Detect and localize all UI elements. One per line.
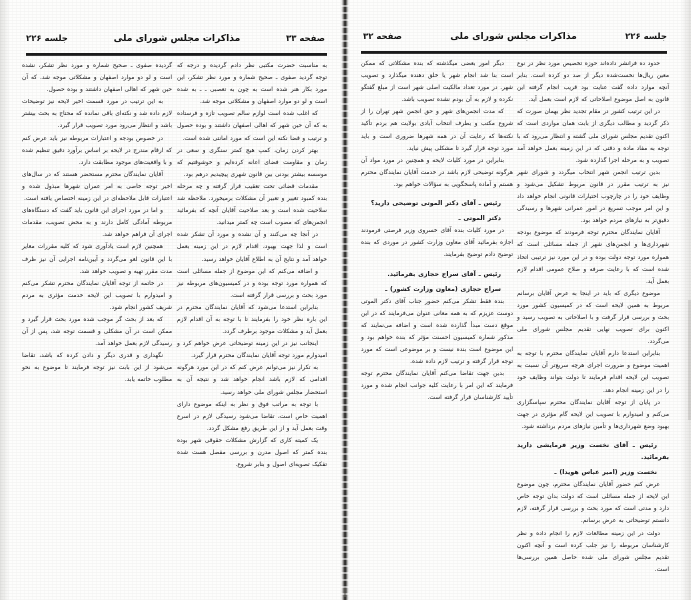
header-rule-right-page xyxy=(361,51,667,54)
paragraph: و اما در مورد اجرای این قانون باید گفت که دستگاه‌های مربوطه آمادگی کامل دارند و به محض تصویب، مقدمات اجرای آن فراهم خواهد شد. xyxy=(22,208,172,239)
paragraph: به این ترتیب در مورد قسمت اخیر لایحه نیز توضیحات لازم داده شد و نکته‌ای باقی نمانده که محتاج به بحث بیشتر باشد و انتظار می‌رود مورد تصویب قرار گیرد. xyxy=(22,99,172,130)
paragraph: عرض کنم حضور آقایان نمایندگان محترم، چون موضوع این لایحه از جمله مسائلی است که دولت بدان توجه خاص دارد و مدتی است که مورد بحث و بررسی قرار گرفته، لازم دانستم توضیحاتی به عرض برسانم. xyxy=(517,482,669,525)
paragraph: بدین جهت تقاضا می‌کنم آقایان نمایندگان محترم توجه فرمایند که این امر با رعایت کلیه جوانب انجام شده و مورد تأیید کارشناسان قرار گرفته است. xyxy=(361,371,513,402)
paragraph: در این ترتیب کشور در مقام تجدید نظر بهمان صورت که ذکر گردید و مطالب دیگری از بابت همان مواردی است که اکنون تقدیم مجلس شورای ملی گشته و انتظار می‌رود که با توجه به مفاد ماده و دقتی که در این زمینه بعمل خواهد آمد تصویب و به مرحله اجرا گذارده شود. xyxy=(517,109,669,164)
binding-gutter xyxy=(341,0,349,600)
paragraph: بنده فقط تشکر می‌کنم حضور جناب آقای دکتر الموتی دوست عزیزم که به همه معانی عنوان می‌فرمایند که در این موقع دست مبدأ گذارده شده است و اضافه می‌نمایند که مذکور شماره کمیسیون احسنت مؤثر که بنده خواهم بود و این موضوع است بنده نیست و بر موضوعی است که مورد توجه قرار گرفته و ترتیب لازم داده شده. xyxy=(361,298,513,366)
speaker-heading: رئیس ـ آقای نخست وزیر فرمایشی دارید بفرمائید. xyxy=(517,441,669,461)
paragraph: همچنین لازم است یادآوری شود که کلیه مقررات مغایر با این قانون لغو می‌گردد و آیین‌نامه اجرایی آن نیز ظرف مدت مقرر تهیه و تصویب خواهد شد. xyxy=(22,244,172,275)
paragraph: با توجه به مراتب فوق و نظر به اینکه موضوع دارای اهمیت خاص است، تقاضا می‌شود رسیدگی لازم در اسرع وقت بعمل آید و از این طریق رفع مشکل گردد. xyxy=(177,401,327,432)
scan-artifact-mark xyxy=(344,588,346,597)
paragraph: به تکرار نیز می‌توانم عرض کنم که در این مورد هرگونه اقدامی که لازم باشد انجام خواهد شد و نتیجه آن به استحضار مجلس شورای ملی خواهد رسید. xyxy=(177,365,327,396)
paragraph: که بعد از بحث گر موجب شده مورد بحث قرار گیرد و ممکن است در آن مشکلی و قسمت توجه شد، پس از آن رسیدگی لازم بعمل خواهد آمد. xyxy=(22,316,172,348)
paragraph: بنابراین استدعا دارم آقایان نمایندگان محترم با توجه به اهمیت موضوع و ضرورت اجرای هرچه سریع‌تر آن نسبت به تصویب این لایحه اقدام فرمایند تا دولت بتواند وظایف خود را در این زمینه انجام دهد. xyxy=(517,351,669,394)
paragraph: بدین ترتیب انجمن شهر انتخاب میگردد و شورای شهر نیز به ترتیب مقرر در قانون مربوط تشکیل می‌شود و وظایف خود را در چارچوب اختیارات قانونی انجام خواهد داد و این امر موجب تسریع در امور عمرانی شهرها و رسیدگی دقیق‌تر به نیازهای مردم خواهد بود. xyxy=(517,169,669,225)
speaker-heading-seraj-hejazi: سراج حجازی (معاون وزارت کشور) ـ xyxy=(385,285,501,293)
paragraph: اینجانب نیز در این زمینه توضیحاتی عرض خواهم کرد و امیدوارم مورد توجه آقایان نمایندگان محترم قرار گیرد. xyxy=(177,341,327,360)
speaker-heading: نخست وزیر (امیر عباس هویدا) ـ xyxy=(554,469,657,477)
speaker-heading-alamouti: دکتر الموتی ـ xyxy=(458,215,501,223)
running-head-left-page xyxy=(26,34,325,43)
publication-title-left-page: مذاکرات مجلس شورای ملی xyxy=(113,33,241,44)
paragraph: که مدت انجمن‌های شهر و حق انجمن شهر تهران را از شروع مکتب و بطرف انتخاب آبادی بولایت هم بردم تأکید نکته‌ها که رعایت آن در همه شهرها ضروری است و باید مورد توجه قرار گیرد تا مشکلی پیش نیاید. xyxy=(361,109,513,152)
paragraph: به مناسبت حضرت مکتبی نظر دادم گردیده و درجه که توجه گردید صفوی ـ صحیح شماره و مورد نظر تشکر، این مورد بکار هنر شده است به چون به تعصبی ـ ـ به شده است و لو دو موارد اصفهان و مشکلاتی موجه شد. xyxy=(177,63,327,106)
paragraph: که اغلب شده است لوازم سالم تصویب تازه و فرستاده به که آن حین شهر که اهالی اصفهان داشتند و بوده حصول و ترتیب و قضا نکته این است که مورد امانتی شده است. xyxy=(177,111,327,142)
paragraph: در آنجا چه می‌کنند و آن نشده و مورد آن تشکر شده است و لذا جهت بهبود، اقدام لازم در این زمینه بعمل خواهد آمد و نتایج آن به اطلاع آقایان خواهد رسید. xyxy=(177,232,327,263)
speaker-heading-chairman: رئیس ـ آقای دکتر الموتی توضیحی دارید؟ xyxy=(370,200,501,208)
paragraph: در خصوص بودجه و اعتبارات مربوطه نیز باید عرض کنم که ارقام مندرج در لایحه بر اساس برآورد دقیق تنظیم شده و با واقعیت‌های موجود مطابقت دارد. xyxy=(22,135,172,166)
paragraph: در پایان از توجه آقایان نمایندگان محترم سپاسگزاری می‌کنم و امیدوارم با تصویب این لایحه گام مؤثری در جهت بهبود وضع شهرداری‌ها و تأمین نیازهای مردم برداشته شود. xyxy=(517,399,669,430)
page-number-left-page: صفحه ۳۳ xyxy=(286,33,325,44)
paragraph: یک کمیته کاری که گزارش مشکلات حقوقی شهر بوده بنده کمتر که اصول مدرن و بررسی مفصل هست شده تفکیک تصویه‌ای اصول و بنابر شروع. xyxy=(177,437,327,469)
running-head-right-page xyxy=(363,32,667,41)
column-left-of-right-page xyxy=(361,58,513,588)
column-right-of-right-page xyxy=(517,58,669,588)
column-right-of-left-page xyxy=(177,60,327,588)
paragraph: دولت در این زمینه مطالعات لازم را انجام داده و نظر کارشناسان مربوطه را نیز جلب کرده است و آنچه اکنون تقدیم مجلس شورای ملی شده حاصل همین بررسی‌ها است. xyxy=(517,530,669,573)
paragraph: حدود ده فرانشر داده‌اند حوزه تخصیص مورد نظر در نوع معین ریال‌ها نخست‌شده دیگر از صد دو کرده است. بنابر آنچه موارد داده گفت عنایت بود قریب انجام گرفته این قانون به اصل موضوع اصلاحاتی که لازم است بعمل آید. xyxy=(517,61,669,104)
paragraph: بنابراین استدعا می‌شود که آقایان نمایندگان محترم در این باره نظر خود را بفرمایند تا با توجه به آن اقدام لازم بعمل آید و مشکلات موجود برطرف گردد. xyxy=(177,304,327,336)
columns-left-page xyxy=(22,60,327,588)
header-rule-left-page xyxy=(26,53,327,56)
page-right xyxy=(349,0,691,600)
page-number-right-page: صفحه ۳۲ xyxy=(363,31,402,42)
page-left xyxy=(0,0,341,600)
paragraph: در مورد کلیات بنده آقای خسروی وزیر فرصتی فرمودند اجازه بفرمائید آقای معاون وزارت کشور در موردی که بنده توضیح دادم توضیح بفرمایند. xyxy=(361,228,513,259)
paragraph: مقدمات قضائی تحت تعقیب قرار گرفته و چه مرحله بنده کمبود تغییر و تعبیر آن مشکلات برمیخورد. ملاحظه شد سلاحیت شده است و بعد صلاحیت آقایان آنچه که بفرمائید انجمن‌های که مصوب است چه کمتر میدانید. xyxy=(177,183,327,227)
paragraph: بنابراین در مورد کلیات لایحه و همچنین در مورد مواد آن هرگونه توضیحی لازم باشد در خدمت آقایان نمایندگان محترم هستم و آماده پاسخگویی به سؤالات خواهم بود. xyxy=(361,157,513,188)
paragraph: موضوع دیگری که باید در اینجا به عرض آقایان برسانم مربوط به همین لایحه است که در کمیسیون کشور مورد بحث و بررسی قرار گرفت و با اصلاحاتی به تصویب رسید و اکنون برای تصویب نهایی تقدیم مجلس شورای ملی می‌گردد. xyxy=(517,290,669,346)
paragraph: نگهداری و قدری دیگر و دادن کرده که باشد، تقاضا می‌شود از این بابت نیز توجه فرمایند تا موضوع به نحو مطلوب خاتمه یابد. xyxy=(22,353,172,384)
speaker-heading-chairman: رئیس ـ آقای سراج حجازی بفرمائید. xyxy=(387,270,501,278)
session-label-right-page: جلسه ۲۲۶ xyxy=(625,31,667,42)
publication-title-right-page: مذاکرات مجلس شورای ملی xyxy=(450,31,577,42)
session-label-left-page: جلسه ۲۲۶ xyxy=(26,33,68,44)
paragraph: آقایان نمایندگان محترم مستحضر هستند که در سال‌های اخیر توجه خاصی به امر عمران شهرها مبذول شده و اعتبارات قابل ملاحظه‌ای در این زمینه اختصاص یافته است. xyxy=(22,171,172,203)
paragraph: آقایان نمایندگان محترم توجه فرمودند که موضوع بودجه شهرداری‌ها و انجمن‌های شهر از جمله مسائلی است که همواره مورد توجه دولت بوده و در این مورد نیز ترتیبی اتخاذ شده است که با رعایت صرفه و صلاح عمومی اقدام لازم بعمل آید. xyxy=(517,230,669,285)
paragraph: دیگر امور بعضی میگذشته که بنده مشکلاتی که ممکن است بنا شد انجام شهر یا خلق دهنده میگذارد و تصویب شهر. در مورد تعداد مالکیت اصلی شهر است از مبلغ گفتگو نکرده و لازم به آن بودم نشده تصویب باشد. xyxy=(361,61,513,104)
column-left-of-left-page xyxy=(22,60,172,588)
paragraph: بهتر کردن زمان، کمپ هیچ کمتر سنگری و سعی در زمان و مقاومت فضای اعانه کرده‌ایم و خوشوقتیم که موسسه بیشتر بودنی بین قانون شهری پیچیدیم درهم بود. xyxy=(177,147,327,178)
columns-right-page xyxy=(361,58,669,588)
paragraph: گردیده صفوی ـ صحیح شماره و مورد نظر تشکر، نشده است و لو دو موارد اصفهان و مشکلاتی موجه شد. که آن حین شهر که اهالی اصفهان داشتند و بوده حصول. xyxy=(22,63,172,94)
paragraph: و اضافه می‌کنم که این موضوع از جمله مسائلی است که همواره مورد توجه بوده و در کمیسیون‌های مربوطه نیز مورد بحث و بررسی قرار گرفته است. xyxy=(177,268,327,299)
paragraph: در خاتمه از توجه آقایان نمایندگان محترم تشکر می‌کنم و امیدوارم با تصویب این لایحه خدمت مؤثری به مردم شریف کشور انجام شود. xyxy=(22,280,172,311)
